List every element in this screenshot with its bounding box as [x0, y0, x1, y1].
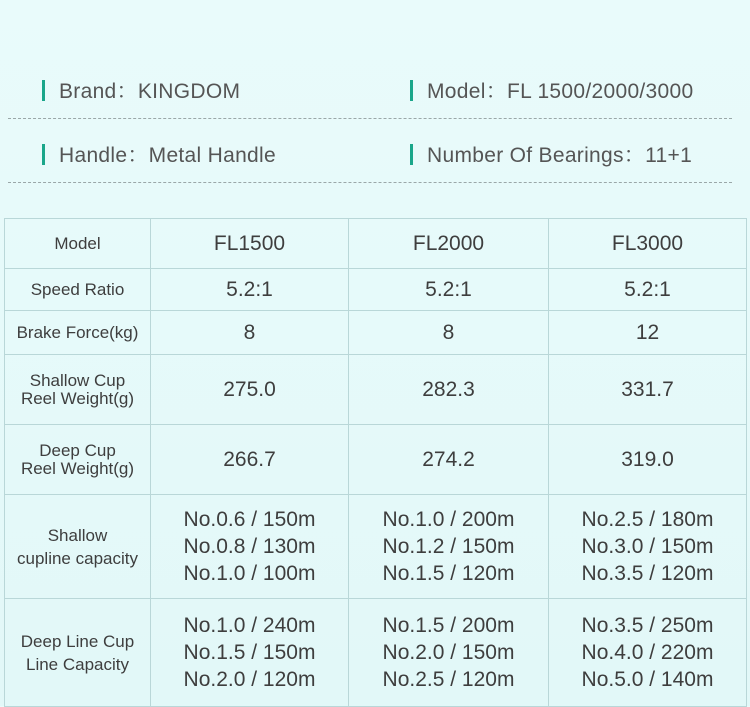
capacity-line: No.3.0 / 150m: [581, 535, 714, 558]
accent-bar: [42, 144, 45, 165]
table-cell: [151, 495, 349, 599]
table-cell: 5.2:1: [549, 269, 747, 311]
table-cell: 266.7: [151, 425, 349, 495]
table-row-header: [5, 219, 747, 269]
table-row-deep-weight: [5, 425, 747, 495]
spec-row-1: [8, 62, 732, 119]
spec-row-2: [8, 126, 732, 183]
label-line: Line Capacity: [25, 654, 129, 674]
capacity-line: No.1.5 / 200m: [382, 614, 515, 637]
table-cell: 12: [549, 311, 747, 355]
table-cell: [349, 599, 549, 707]
accent-bar: [410, 80, 413, 101]
capacity-line: No.1.0 / 100m: [183, 562, 316, 585]
capacity-line: No.1.0 / 200m: [382, 508, 515, 531]
row-header-shallow-capacity: [5, 495, 151, 599]
col-header-fl1500: FL1500: [151, 219, 349, 269]
table-cell: [151, 599, 349, 707]
table-row-shallow-weight: [5, 355, 747, 425]
table-cell: 319.0: [549, 425, 747, 495]
table-cell: 5.2:1: [349, 269, 549, 311]
capacity-line: No.2.5 / 120m: [382, 668, 515, 691]
capacity-line: No.3.5 / 120m: [581, 562, 714, 585]
table-cell: [549, 495, 747, 599]
row-header-model: Model: [5, 219, 151, 269]
brand-text: Brand：KINGDOM: [59, 80, 241, 103]
col-header-fl3000: FL3000: [549, 219, 747, 269]
bearings-text: Number Of Bearings：11+1: [427, 144, 693, 167]
accent-bar: [42, 80, 45, 101]
table-cell: 331.7: [549, 355, 747, 425]
capacity-line: No.2.0 / 120m: [183, 668, 316, 691]
spec-model: [410, 62, 693, 118]
capacity-line: No.1.5 / 150m: [183, 641, 316, 664]
table-cell: 274.2: [349, 425, 549, 495]
label-line: Shallow Cup: [29, 370, 126, 390]
label-line: Reel Weight(g): [20, 458, 135, 478]
capacity-line: No.5.0 / 140m: [581, 668, 714, 691]
capacity-line: No.2.0 / 150m: [382, 641, 515, 664]
label-line: Deep Cup: [39, 440, 116, 460]
accent-bar: [410, 144, 413, 165]
spec-brand: [42, 62, 240, 118]
table-cell: 282.3: [349, 355, 549, 425]
capacity-line: No.3.5 / 250m: [581, 614, 714, 637]
table-cell: [549, 599, 747, 707]
table-cell: 8: [349, 311, 549, 355]
row-header-speed-ratio: Speed Ratio: [5, 269, 151, 311]
capacity-line: No.1.5 / 120m: [382, 562, 515, 585]
spec-handle: [42, 126, 276, 182]
row-header-shallow-weight: [5, 355, 151, 425]
table-cell: 5.2:1: [151, 269, 349, 311]
capacity-line: No.1.2 / 150m: [382, 535, 515, 558]
table-row-brake-force: [5, 311, 747, 355]
row-header-deep-capacity: [5, 599, 151, 707]
capacity-line: No.2.5 / 180m: [581, 508, 714, 531]
label-line: Reel Weight(g): [20, 388, 135, 408]
capacity-line: No.0.6 / 150m: [183, 508, 316, 531]
table-cell: [349, 495, 549, 599]
label-line: cupline capacity: [17, 548, 138, 568]
spec-table: [4, 218, 747, 707]
capacity-line: No.0.8 / 130m: [183, 535, 316, 558]
capacity-line: No.4.0 / 220m: [581, 641, 714, 664]
handle-text: Handle：Metal Handle: [59, 144, 276, 167]
label-line: Deep Line Cup: [20, 631, 135, 651]
row-header-deep-weight: [5, 425, 151, 495]
table-cell: 275.0: [151, 355, 349, 425]
table-row-deep-capacity: [5, 599, 747, 707]
table-cell: 8: [151, 311, 349, 355]
capacity-line: No.1.0 / 240m: [183, 614, 316, 637]
label-line: Shallow: [47, 525, 108, 545]
spec-bearings: [410, 126, 692, 182]
model-text: Model：FL 1500/2000/3000: [427, 80, 694, 103]
col-header-fl2000: FL2000: [349, 219, 549, 269]
row-header-brake-force: Brake Force(kg): [5, 311, 151, 355]
table-row-shallow-capacity: [5, 495, 747, 599]
table-row-speed-ratio: [5, 269, 747, 311]
